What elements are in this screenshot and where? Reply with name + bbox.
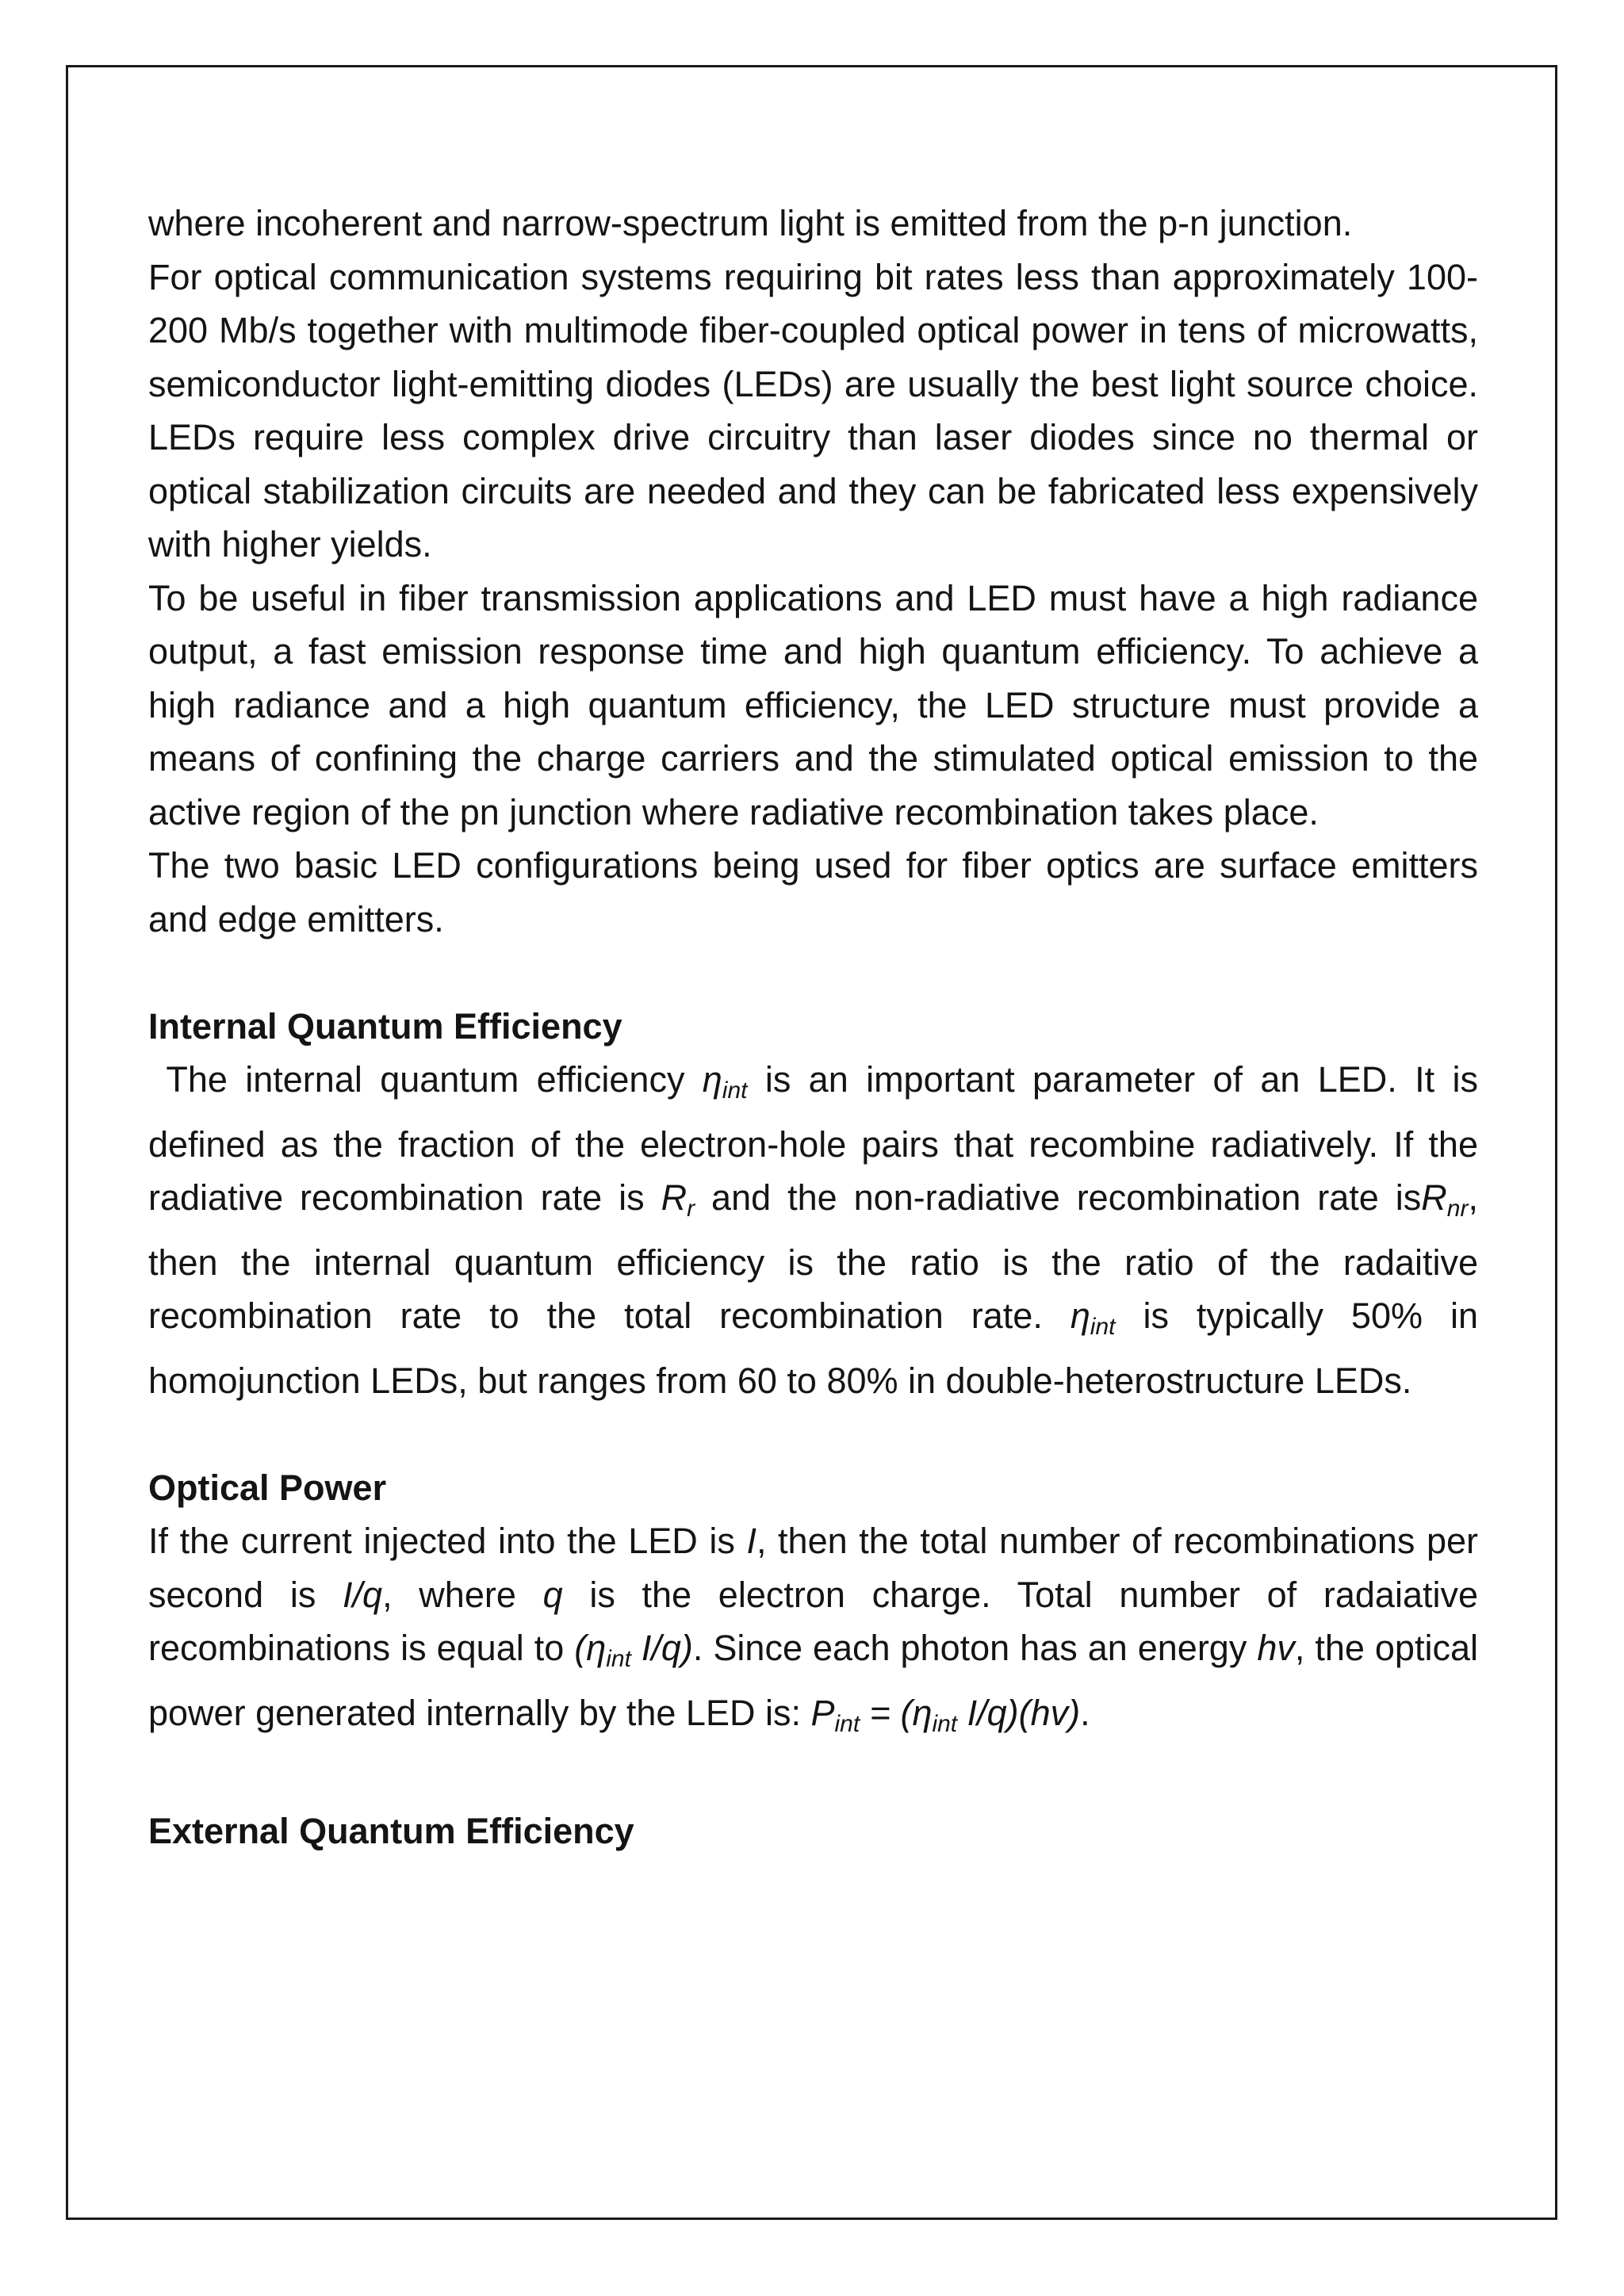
paragraph-led-choice: For optical communication systems requiring bit rates less than approximately 100-200 Mb/s together with multimode fiber-coupled optical power in tens of microwatts, semiconductor light-emitting diodes (LEDs) are usually the best light source choice. LEDs require less complex drive circuitry than laser diodes since no thermal or optical stabilization circuits are needed and they can be fabricated less expensively with higher yields. [148,256,1478,564]
heading-internal-quantum-efficiency: Internal Quantum Efficiency [148,1005,622,1047]
heading-optical-power: Optical Power [148,1467,387,1508]
section-spacer [148,946,1478,1000]
paragraph-led-requirements: To be useful in fiber transmission applications and LED must have a high radiance output, a fast emission response time and high quantum efficiency. To achieve a high radiance and a high quantum efficiency, the LED structure must provide a means of confining the charge carriers and the stimulated optical emission to the active region of the pn junction where radiative recombination takes place. [148,577,1478,832]
section-spacer [148,1407,1478,1461]
paragraph-optical-power: If the current injected into the LED is I, then the total number of recombinations per second is I/q, where q is the electron charge. Total number of radaiative recombinations is equal to ($\eta_{int}$ I/q). Since each photon has an energy hv, the optical power generated internally by the LED is: $P_{int} = (\eta_{int}$ I/q)(hv). [148,1521,1478,1737]
paragraph-led-emission: where incoherent and narrow-spectrum light is emitted from the p-n junction. [148,203,1353,243]
paragraph-led-configurations: The two basic LED configurations being used for fiber optics are surface emitters and edge emitters. [148,845,1478,939]
heading-external-quantum-efficiency: External Quantum Efficiency [148,1810,634,1851]
document-body [148,197,1478,1858]
section-spacer [148,1751,1478,1804]
paragraph-internal-quantum-efficiency: The internal quantum efficiency $\eta_{int}$ is an important parameter of an LED. It is defined as the fraction of the electron-hole pairs that recombine radiatively. If the radiative recombination rate is $R_r$ and the non-radiative recombination rate isR$_{nr}$, then the internal quantum efficiency is the ratio is the ratio of the radaitive recombination rate to the total recombination rate. $\eta_{int}$ is typically 50% in homojunction LEDs, but ranges from 60 to 80% in double-heterostructure LEDs. [148,1059,1478,1401]
